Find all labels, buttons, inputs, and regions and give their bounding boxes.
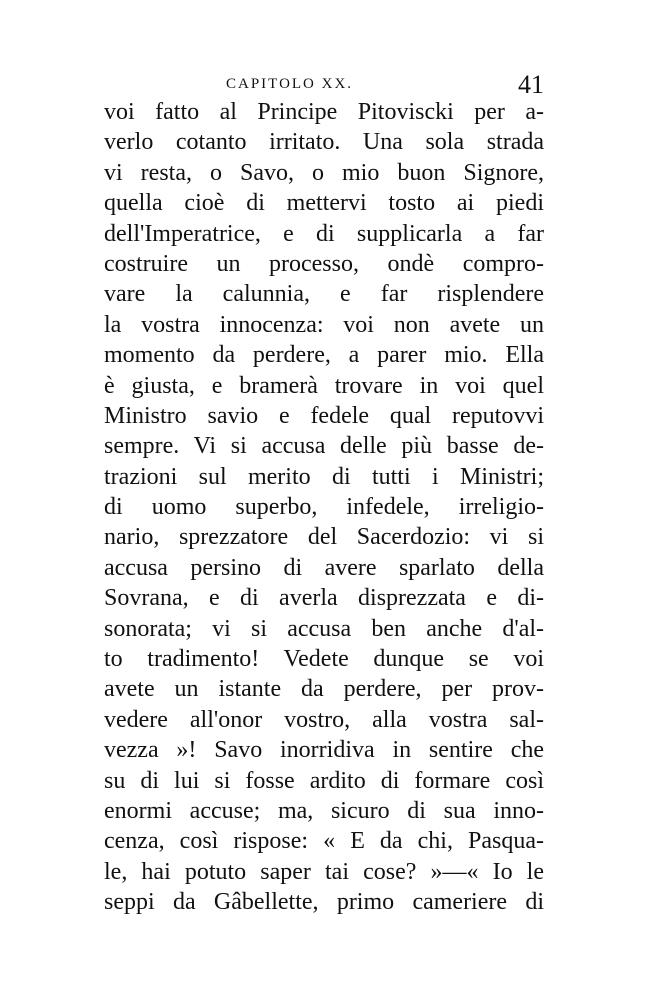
text-line: nario, sprezzatore del Sacerdozio: vi si [104, 524, 544, 551]
text-line: vedere all'onor vostro, alla vostra sal- [104, 706, 544, 733]
text-line: avete un istante da perdere, per prov- [104, 676, 544, 703]
page-number: 41 [518, 70, 544, 99]
text-line: vezza »! Savo inorridiva in sentire che [104, 737, 544, 764]
text-line: vare la calunnia, e far risplendere [104, 281, 544, 308]
text-line: to tradimento! Vedete dunque se voi [104, 646, 544, 673]
text-line: voi fatto al Principe Pitoviscki per a- [104, 99, 544, 125]
text-line: seppi da Gâbellette, primo cameriere di [104, 889, 544, 916]
text-line: su di lui si fosse ardito di formare così [104, 767, 544, 794]
text-line: sonorata; vi si accusa ben anche d'al- [104, 615, 544, 642]
text-line: Ministro savio e fedele qual reputovvi [104, 402, 544, 429]
body-text [104, 97, 544, 918]
text-line: dell'Imperatrice, e di supplicarla a far [104, 220, 544, 247]
text-line: Sovrana, e di averla disprezzata e di- [104, 585, 544, 612]
running-head [104, 70, 544, 100]
text-line: trazioni sul merito di tutti i Ministri; [104, 463, 544, 490]
text-line: sempre. Vi si accusa delle più basse de- [104, 433, 544, 460]
text-line: cenza, così rispose: « E da chi, Pasqua- [104, 828, 544, 855]
text-line: vi resta, o Savo, o mio buon Signore, [104, 159, 544, 186]
text-line: enormi accuse; ma, sicuro di sua inno- [104, 797, 544, 824]
chapter-title: CAPITOLO XX. [226, 76, 354, 92]
text-line: accusa persino di avere sparlato della [104, 554, 544, 581]
text-line: la vostra innocenza: voi non avete un [104, 311, 544, 338]
text-line: momento da perdere, a parer mio. Ella [104, 342, 544, 369]
text-line: le, hai potuto saper tai cose? »—« Io le [104, 858, 544, 885]
text-line: quella cioè di mettervi tosto ai piedi [104, 190, 544, 217]
text-line: verlo cotanto irritato. Una sola strada [104, 129, 544, 156]
text-line: è giusta, e bramerà trovare in voi quel [104, 372, 544, 399]
text-line: di uomo superbo, infedele, irreligio- [104, 494, 544, 521]
text-line: costruire un processo, ondè compro- [104, 250, 544, 277]
